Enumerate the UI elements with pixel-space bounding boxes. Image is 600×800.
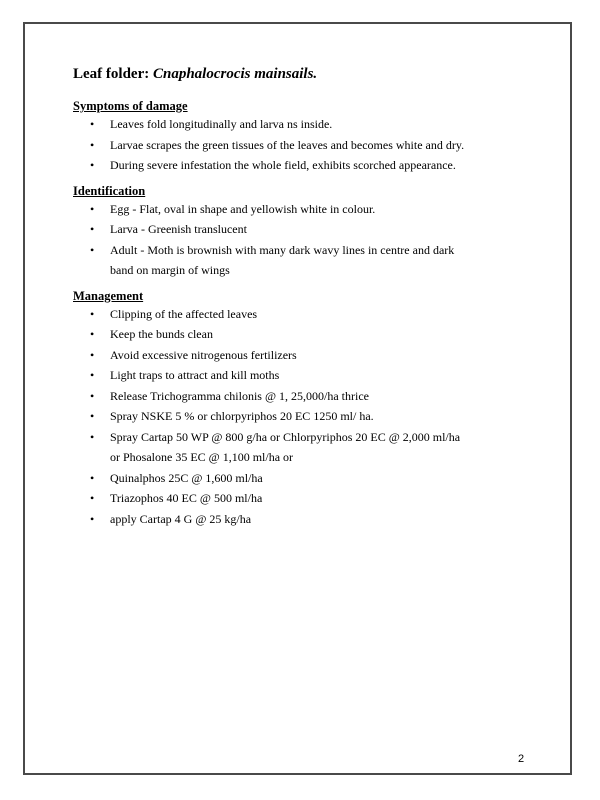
list-item-text: During severe infestation the whole field, exhibits scorched appearance. [110, 158, 456, 172]
bullet-icon: • [90, 201, 95, 216]
list-item-text: Spray NSKE 5 % or chlorpyriphos 20 EC 1250 ml/ ha. [110, 409, 374, 423]
bullet-icon: • [90, 491, 95, 505]
list-item-text: Light traps to attract and kill moths [110, 368, 280, 382]
list-item [73, 345, 473, 366]
list-item [73, 509, 473, 530]
list-item [73, 114, 473, 135]
bullet-icon: • [90, 306, 95, 321]
bullet-icon: • [90, 327, 95, 341]
list-item [73, 488, 473, 509]
list-item [73, 324, 473, 345]
title-prefix: Leaf folder: [73, 66, 153, 82]
document-body [73, 64, 473, 529]
list-item-text: Release Trichogramma chilonis @ 1, 25,000/ha thrice [110, 388, 370, 403]
list-item [73, 427, 473, 468]
list-item [73, 406, 473, 427]
list-item-text: Avoid excessive nitrogenous fertilizers [110, 347, 297, 362]
bullet-icon: • [90, 429, 95, 444]
list-item-text: Egg - Flat, oval in shape and yellowish white in colour. [110, 201, 376, 216]
bullet-icon: • [90, 409, 95, 423]
bullet-icon: • [90, 368, 95, 382]
bullet-icon: • [90, 388, 95, 403]
list-item [73, 240, 473, 281]
list-item [73, 155, 473, 176]
list-item-text: Adult - Moth is brownish with many dark wavy lines in centre and dark band on margin of wings [110, 242, 455, 277]
management-list [73, 304, 473, 530]
bullet-icon: • [90, 117, 95, 131]
bullet-icon: • [90, 347, 95, 362]
heading-identification: Identification [73, 183, 146, 198]
symptoms-list [73, 114, 473, 176]
list-item-text: Spray Cartap 50 WP @ 800 g/ha or Chlorpyriphos 20 EC @ 2,000 ml/ha or Phosalone 35 EC @ 1,100 ml/ha or [110, 429, 461, 464]
bullet-icon: • [90, 470, 95, 485]
bullet-icon: • [90, 511, 95, 526]
bullet-icon: • [90, 137, 95, 152]
list-item-text: Larvae scrapes the green tissues of the leaves and becomes white and dry. [110, 137, 465, 152]
heading-management: Management [73, 288, 144, 303]
list-item [73, 199, 473, 220]
list-item [73, 304, 473, 325]
list-item [73, 386, 473, 407]
list-item-text: Quinalphos 25C @ 1,600 ml/ha [110, 470, 263, 485]
list-item-text: Clipping of the affected leaves [110, 306, 258, 321]
title-scientific-name: Cnaphalocrocis mainsails. [152, 66, 318, 82]
list-item [73, 135, 473, 156]
list-item [73, 219, 473, 240]
list-item-text: Triazophos 40 EC @ 500 ml/ha [110, 491, 263, 505]
bullet-icon: • [90, 222, 95, 236]
page-number: 2 [518, 753, 525, 765]
list-item [73, 468, 473, 489]
list-item-text: Keep the bunds clean [110, 327, 213, 341]
bullet-icon: • [90, 158, 95, 172]
page-title [73, 64, 473, 84]
heading-symptoms-of-damage: Symptoms of damage [73, 99, 188, 113]
list-item-text: Larva - Greenish translucent [110, 222, 247, 236]
identification-list [73, 199, 473, 281]
bullet-icon: • [90, 242, 95, 257]
list-item [73, 365, 473, 386]
list-item-text: Leaves fold longitudinally and larva ns inside. [110, 117, 333, 131]
list-item-text: apply Cartap 4 G @ 25 kg/ha [110, 511, 252, 526]
